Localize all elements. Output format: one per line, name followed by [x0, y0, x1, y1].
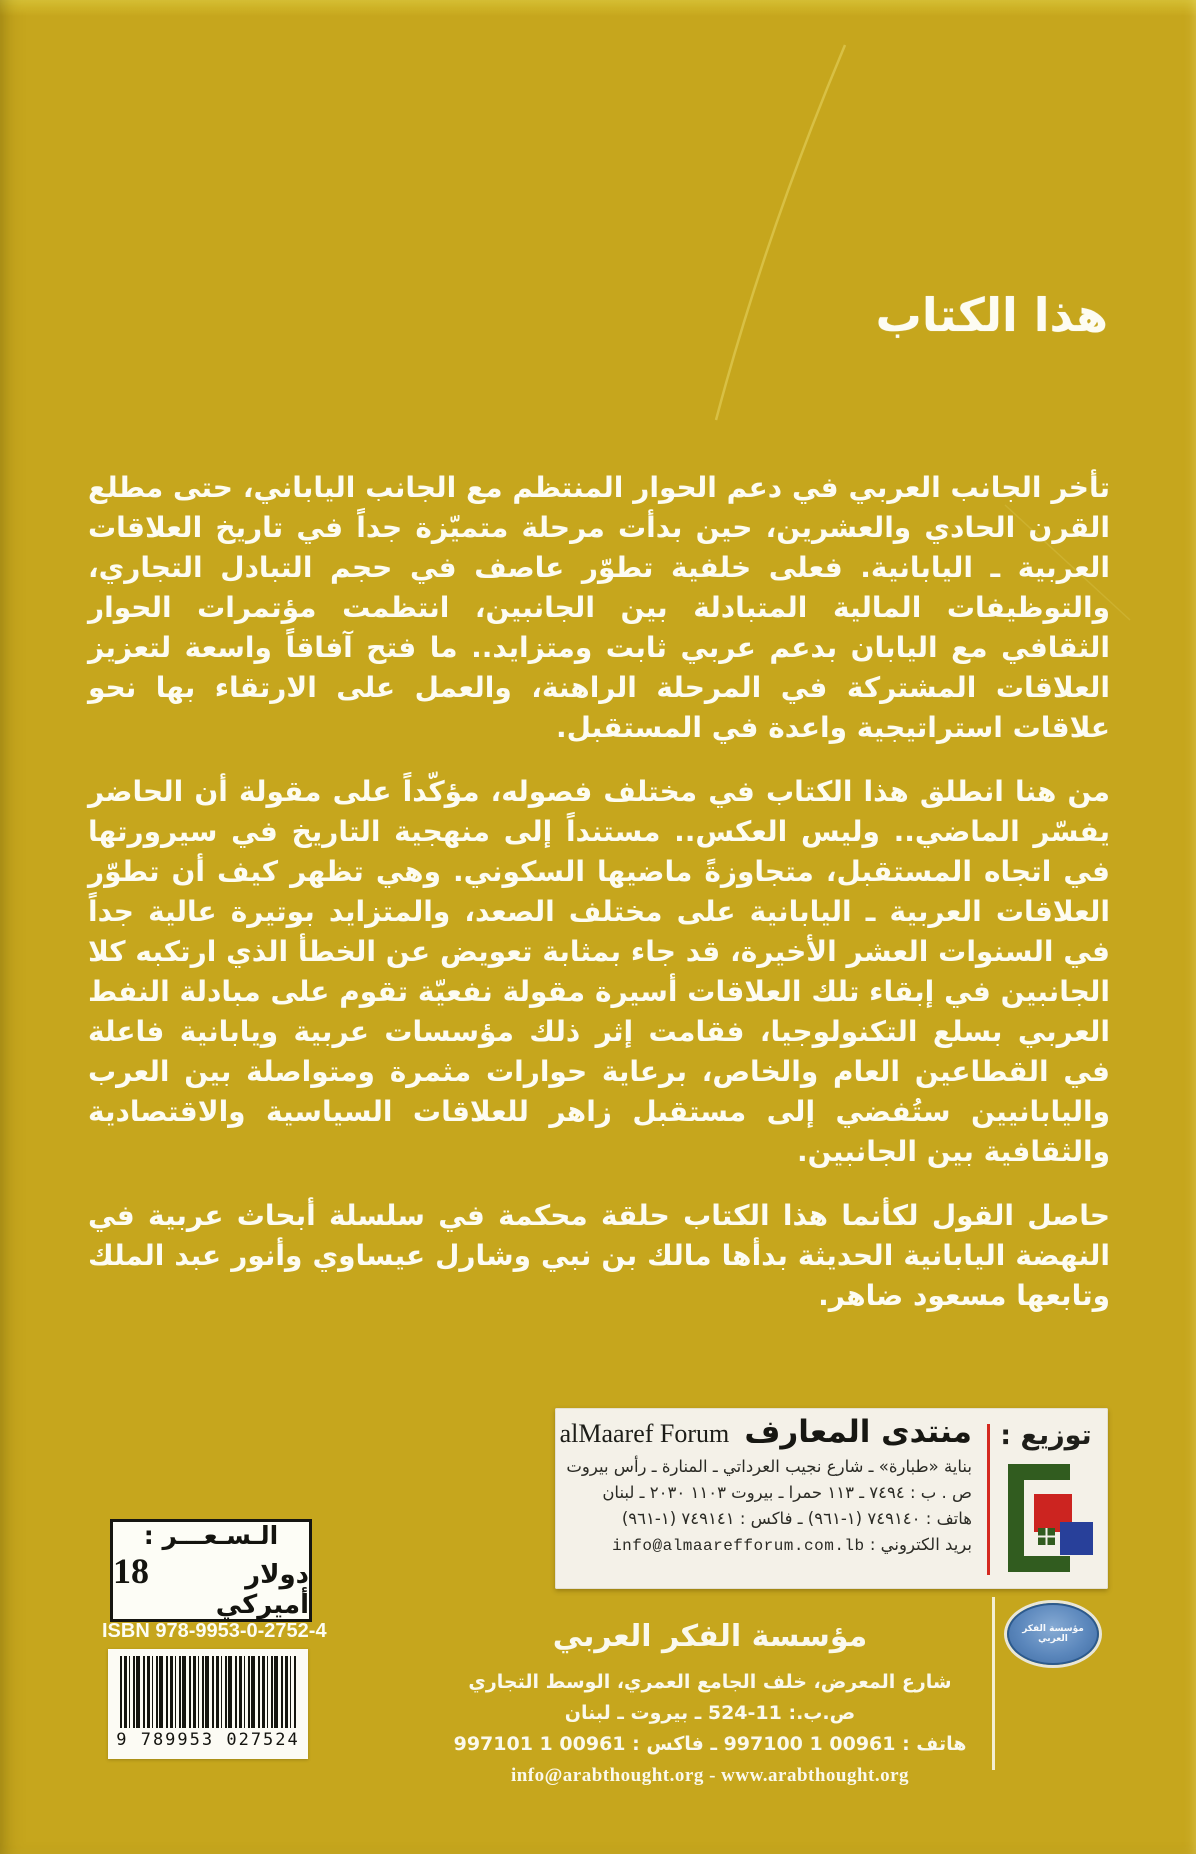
distributor-info [559, 1414, 972, 1559]
publisher-address: شارع المعرض، خلف الجامع العمري، الوسط التجاري [468, 1671, 952, 1693]
publisher-footer [430, 1619, 990, 1791]
distributor-phone-fax: هاتف : ٧٤٩١٤٠ (١-٩٦١) ـ فاكس : ٧٤٩١٤١ (١-٩٦١) [621, 1509, 972, 1528]
red-divider [987, 1424, 990, 1575]
distributor-pobox: ص . ب : ٧٤٩٤ ـ ١١٣ حمرا ـ بيروت ١١٠٣ ٢٠٣٠ ـ لبنان [602, 1483, 972, 1502]
blurb-paragraph-3: حاصل القول لكأنما هذا الكتاب حلقة محكمة في سلسلة أبحاث عربية في النهضة اليابانية الحديثة بدأها مالك بن نبي وشارل عيساوي وأنور عبد الملك وتابعها مسعود ضاهر. [88, 1199, 1110, 1312]
distributor-address: بناية «طبارة» ـ شارع نجيب العرداتي ـ المنارة ـ رأس بيروت [566, 1457, 972, 1476]
barcode-digits: 9 789953 027524 [116, 1730, 300, 1750]
barcode [108, 1649, 308, 1759]
distribution-label: توزيع : [1000, 1420, 1092, 1451]
price-amount: 18 [113, 1551, 149, 1591]
vertical-divider [992, 1597, 995, 1770]
barcode-bars [120, 1656, 296, 1728]
distributor-name-latin: alMaaref Forum [559, 1419, 730, 1448]
seal-text: مؤسسة الفكر العربي [1022, 1624, 1084, 1644]
distributor-email-line [571, 1532, 972, 1559]
blurb-paragraph-1: تأخر الجانب العربي في دعم الحوار المنتظم مع الجانب الياباني، حتى مطلع القرن الحادي والعشرين، حين بدأت مرحلة متميّزة جداً في تاريخ العلاقات العربية ـ اليابانية. فعلى خلفية تطوّر عاصف في حجم التبادل التجاري، والتوظيفات المالية المتبادلة بين الجانبين، انتظمت مؤتمرات الحوار الثقافي مع اليابان بدعم عربي ثابت ومتزايد.. ما فتح آفاقاً واسعة لتعزيز العلاقات المشتركة في المرحلة الراهنة، والعمل على الارتقاء بها نحو علاقات استراتيجية واعدة في المستقبل. [88, 471, 1110, 744]
blurb-paragraph-2: من هنا انطلق هذا الكتاب في مختلف فصوله، مؤكّداً على مقولة أن الحاضر يفسّر الماضي.. وليس العكس.. مستنداً إلى منهجية التاريخ في سيرورتها في اتجاه المستقبل، متجاوزةً ماضيها السكوني. وهي تظهر كيف أن تطوّر العلاقات العربية ـ اليابانية على مختلف الصعد، والمتزايد بوتيرة عالية جداً في السنوات العشر الأخيرة، قد جاء بمثابة تعويض عن الخطأ الذي ارتكبه كلا الجانبين في إبقاء تلك العلاقات أسيرة مقولة نفعيّة تقوم على مبادلة النفط العربي بسلع التكنولوجيا، فقامت إثر ذلك مؤسسات عربية ويابانية فاعلة في القطاعين العام والخاص، برعاية حوارات مثمرة ومتواصلة بين العرب واليابانيين ستُفضي إلى مستقبل زاهر للعلاقات السياسية والاقتصادية والثقافية بين الجانبين. [88, 775, 1110, 1168]
price-currency: دولار أميركي [215, 1560, 309, 1620]
logo-blue-square [1060, 1522, 1093, 1555]
blurb-text [88, 468, 1110, 1340]
publisher-seal-icon [1007, 1603, 1099, 1665]
distributor-name [559, 1414, 972, 1450]
price-value [113, 1551, 309, 1620]
publisher-phone-fax: هاتف : 00961 1 997100 ـ فاكس : 00961 1 997101 [453, 1733, 967, 1755]
publisher-pobox: ص.ب.: 11-524 ـ بيروت ـ لبنان [564, 1702, 856, 1724]
isbn-label: ISBN 978-9953-0-2752-4 [102, 1620, 327, 1642]
distributor-email: info@almaarefforum.com.lb [612, 1537, 865, 1555]
distribution-box [555, 1408, 1108, 1589]
email-label: بريد الكتروني : [869, 1535, 972, 1554]
publisher-name: مؤسسة الفكر العربي [552, 1619, 868, 1654]
publisher-web-email: info@arabthought.org - www.arabthought.org [510, 1765, 910, 1786]
almaaref-logo-icon [1002, 1464, 1092, 1572]
logo-checkered-square [1038, 1528, 1055, 1545]
distributor-name-arabic: منتدى المعارف [744, 1414, 972, 1450]
price-label: الـسـعـــر : [143, 1521, 279, 1550]
page-title: هذا الكتاب [875, 288, 1108, 342]
price-box [110, 1519, 312, 1622]
